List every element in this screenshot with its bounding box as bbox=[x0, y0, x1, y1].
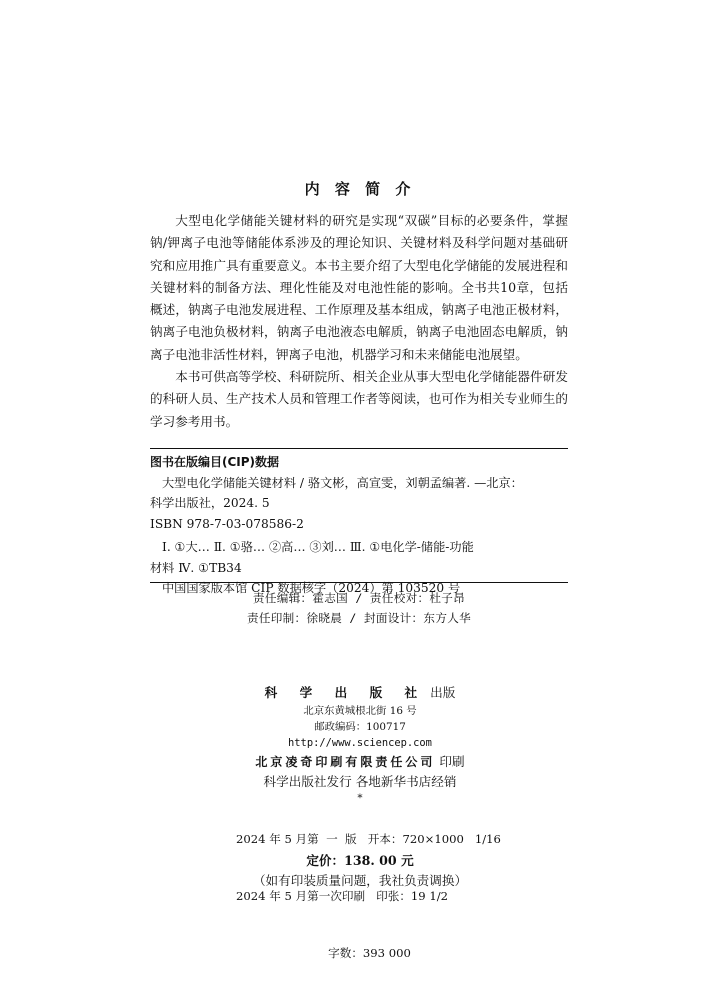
distribution-line: 科学出版社发行 各地新华书店经销 bbox=[263, 774, 457, 789]
staff-editor-line: 责任编辑：霍志国 / 责任校对：杜子昂 bbox=[252, 591, 466, 605]
summary-title: 内 容 简 介 bbox=[304, 180, 416, 198]
printer-name: 北京凌奇印刷有限责任公司 bbox=[255, 755, 436, 769]
separator-star: * bbox=[357, 792, 363, 804]
price-value: 138. 00 元 bbox=[344, 853, 414, 868]
cip-classification-line-2: 材料 Ⅳ. ①TB34 bbox=[150, 560, 242, 575]
cip-heading: 图书在版编目(CIP)数据 bbox=[150, 455, 280, 469]
cip-block bbox=[150, 452, 568, 599]
publisher-suffix: 出版 bbox=[430, 685, 456, 700]
edition-line: 2024 年 5 月第 一 版 开本：720×1000 1/16 bbox=[236, 832, 501, 846]
publisher-name: 科 学 出 版 社 bbox=[264, 685, 427, 700]
quality-notice: （如有印装质量问题，我社负责调换） bbox=[252, 873, 468, 888]
summary-paragraph-1: 大型电化学储能关键材料的研究是实现“双碳”目标的必要条件，掌握钠/钾离子电池等储能体系涉及的理论知识、关键材料及科学问题对基础研究和应用推广具有重要意义。本书主要介绍了大型电化学储能的发展进程和关键材料的制备方法、理化性能及对电池性能的影响。全书共10章，包括概述，钠离子电池发展进程、工作原理及基本组成，钠离子电池正极材料，钠离子电池负极材料，钠离子电池液态电解质，钠离子电池固态电解质，钠离子电池非活性材料，钾离子电池，机器学习和未来储能电池展望。 bbox=[150, 213, 568, 362]
cip-classification-line: Ⅰ. ①大… Ⅱ. ①骆… ②高… ③刘… Ⅲ. ①电化学-储能-功能 bbox=[162, 540, 474, 554]
summary-text bbox=[150, 210, 568, 433]
staff-printing-line: 责任印制：徐晓晨 / 封面设计：东方人华 bbox=[246, 611, 472, 625]
summary-paragraph-2: 本书可供高等学校、科研院所、相关企业从事大型电化学储能器件研发的科研人员、生产技术人员和管理工作者等阅读，也可作为相关专业师生的学习参考用书。 bbox=[150, 369, 568, 429]
cip-bottom-rule bbox=[150, 582, 568, 583]
price-line bbox=[0, 850, 720, 869]
word-count-line: 字数：393 000 bbox=[236, 946, 411, 960]
publisher-postcode: 邮政编码：100717 bbox=[314, 721, 406, 733]
cip-record-number: 中国国家版本馆 CIP 数据核字（2024）第 103520 号 bbox=[162, 581, 461, 595]
cip-top-rule bbox=[150, 448, 568, 449]
printing-line: 2024 年 5 月第一次印刷 印张：19 1/2 bbox=[236, 889, 449, 903]
cip-publisher-line: 科学出版社，2024. 5 bbox=[150, 496, 270, 510]
cip-title-line: 大型电化学储能关键材料 / 骆文彬，高宣雯，刘朝孟编著. —北京： bbox=[162, 475, 523, 490]
printer-suffix: 印刷 bbox=[439, 754, 465, 769]
cip-isbn: ISBN 978-7-03-078586-2 bbox=[150, 516, 304, 531]
publisher-website: http://www.sciencep.com bbox=[288, 737, 432, 749]
staff-credits bbox=[150, 588, 568, 628]
publisher-block bbox=[0, 683, 720, 804]
publisher-address: 北京东黄城根北街 16 号 bbox=[303, 705, 417, 717]
price-label: 定价： bbox=[306, 853, 345, 868]
